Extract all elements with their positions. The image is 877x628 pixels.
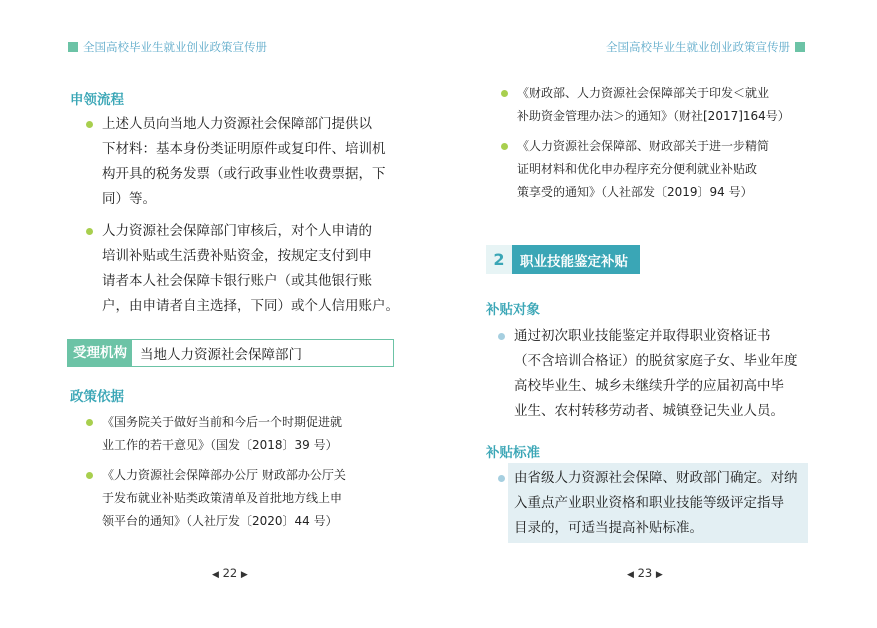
basis-title: 政策依据 <box>70 389 124 405</box>
triangle-left-icon: ◀ <box>212 570 219 580</box>
text-line: 目录的，可适当提高补贴标准。 <box>514 520 703 536</box>
text-line: 由省级人力资源社会保障、财政部门确定。对纳 <box>514 470 798 486</box>
section-heading <box>486 245 640 274</box>
page-number-left <box>212 566 248 580</box>
text-line: 策享受的通知》（人社部发〔2019〕94 号） <box>517 185 753 199</box>
procedure-list <box>78 112 418 326</box>
basis-item <box>78 411 418 457</box>
text-line: 领平台的通知》（人社厅发〔2020〕44 号） <box>102 514 338 528</box>
text-line: 入重点产业职业资格和职业技能等级评定指导 <box>514 495 784 511</box>
text-line: 业工作的若干意见》（国发〔2018〕39 号） <box>102 438 338 452</box>
page-number-value: 23 <box>637 566 653 580</box>
triangle-left-icon: ◀ <box>627 570 634 580</box>
running-header-left <box>68 39 267 55</box>
bullet-dot-icon <box>498 333 505 340</box>
basis-item <box>493 82 823 128</box>
target-title: 补贴对象 <box>486 302 540 318</box>
target-item <box>490 324 825 424</box>
agency-value: 当地人力资源社会保障部门 <box>140 347 302 363</box>
text-line: 同）等。 <box>102 191 156 207</box>
section-number: 2 <box>486 245 512 274</box>
bullet-dot-icon <box>498 475 505 482</box>
text-line: 户，由申请者自主选择，下同）或个人信用账户。 <box>102 298 399 314</box>
left-page <box>0 0 438 628</box>
header-title: 全国高校毕业生就业创业政策宣传册 <box>83 40 267 54</box>
text-line: 构开具的税务发票（或行政事业性收费票据，下 <box>102 166 386 182</box>
page-number-right <box>627 566 663 580</box>
bullet-dot-icon <box>501 90 508 97</box>
basis-list <box>78 411 418 540</box>
section-heading-title: 职业技能鉴定补贴 <box>520 253 628 270</box>
page-number-value: 22 <box>222 566 238 580</box>
text-line: 《人力资源社会保障部办公厅 财政部办公厅关 <box>102 468 346 482</box>
standard-item <box>490 466 825 541</box>
text-line: 于发布就业补贴类政策清单及首批地方线上申 <box>102 491 343 505</box>
header-square-icon <box>68 42 78 52</box>
basis-continued-list <box>493 82 823 211</box>
text-line: 《国务院关于做好当前和今后一个时期促进就 <box>102 415 343 429</box>
basis-item <box>78 464 418 533</box>
text-line: 上述人员向当地人力资源社会保障部门提供以 <box>102 116 372 132</box>
text-line: （不含培训合格证）的脱贫家庭子女、毕业年度 <box>514 353 798 369</box>
triangle-right-icon: ▶ <box>655 570 663 580</box>
text-line: 补助资金管理办法＞的通知》（财社[2017]164号） <box>517 109 790 123</box>
standard-list <box>490 466 825 548</box>
text-line: 培训补贴或生活费补贴资金，按规定支付到申 <box>102 248 372 264</box>
procedure-title: 申领流程 <box>70 92 124 108</box>
standard-title: 补贴标准 <box>486 445 540 461</box>
agency-box <box>67 339 394 367</box>
bullet-dot-icon <box>86 228 93 235</box>
bullet-dot-icon <box>86 121 93 128</box>
bullet-dot-icon <box>86 419 93 426</box>
text-line: 下材料：基本身份类证明原件或复印件、培训机 <box>102 141 386 157</box>
running-header-right <box>606 39 805 55</box>
header-title: 全国高校毕业生就业创业政策宣传册 <box>606 40 790 54</box>
procedure-item <box>78 112 418 212</box>
basis-item <box>493 135 823 204</box>
bullet-dot-icon <box>86 472 93 479</box>
header-square-icon <box>795 42 805 52</box>
text-line: 《人力资源社会保障部、财政部关于进一步精简 <box>517 139 770 153</box>
text-line: 证明材料和优化申办程序充分便利就业补贴政 <box>517 162 758 176</box>
text-line: 《财政部、人力资源社会保障部关于印发＜就业 <box>517 86 770 100</box>
text-line: 人力资源社会保障部门审核后，对个人申请的 <box>102 223 372 239</box>
triangle-right-icon: ▶ <box>240 570 248 580</box>
text-line: 业生、农村转移劳动者、城镇登记失业人员。 <box>514 403 784 419</box>
text-line: 通过初次职业技能鉴定并取得职业资格证书 <box>514 328 771 344</box>
agency-label: 受理机构 <box>68 340 132 366</box>
text-line: 高校毕业生、城乡未继续升学的应届初高中毕 <box>514 378 784 394</box>
procedure-item <box>78 219 418 319</box>
bullet-dot-icon <box>501 143 508 150</box>
target-list <box>490 324 825 431</box>
text-line: 请者本人社会保障卡银行账户（或其他银行账 <box>102 273 372 289</box>
